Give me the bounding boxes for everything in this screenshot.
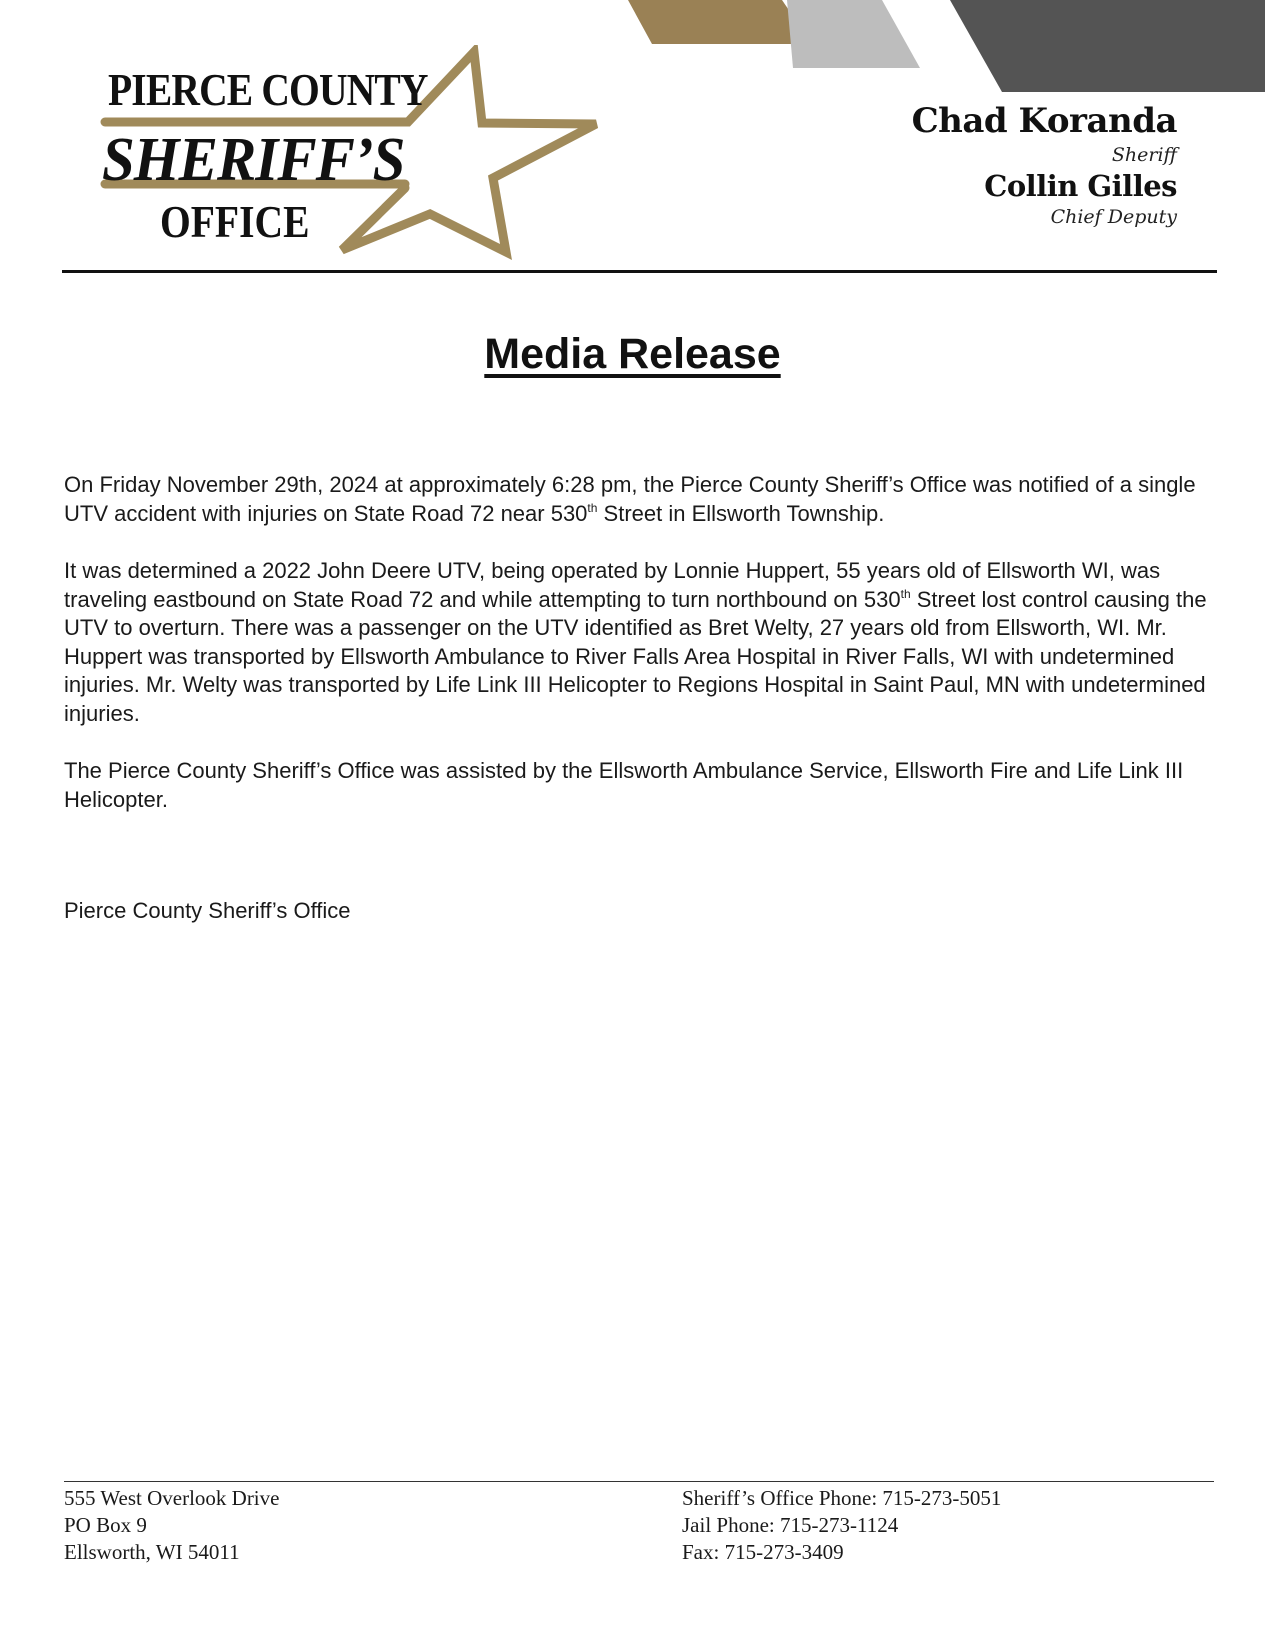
officials-block [912,100,1177,230]
page-title-text: Media Release [484,330,781,378]
paragraph-assisting-agencies: The Pierce County Sheriff’s Office was assisted by the Ellsworth Ambulance Service, Ellsworth Fire and Life Link III Helicopter. [64,758,1184,812]
header-divider [62,270,1217,273]
jail-phone: Jail Phone: 715-273-1124 [682,1513,899,1537]
footer-divider [64,1481,1214,1482]
sheriff-office-logo [100,45,610,260]
address-line-city: Ellsworth, WI 54011 [64,1540,240,1564]
release-body [64,471,1214,843]
footer-address [64,1485,279,1566]
page-title [0,330,1265,379]
chief-deputy-name: Collin Gilles [984,169,1177,203]
address-line-street: 555 West Overlook Drive [64,1486,280,1510]
signoff: Pierce County Sheriff’s Office [64,898,351,923]
logo-text-office: OFFICE [160,196,310,247]
sheriff-title: Sheriff [1111,144,1177,166]
logo-text-pierce-county: PIERCE COUNTY [108,64,428,115]
logo-text-sheriffs: SHERIFF’S [102,126,405,194]
sheriff-name: Chad Koranda [911,101,1177,141]
paragraph-incident: On Friday November 29th, 2024 at approximately 6:28 pm, the Pierce County Sheriff’s Office was notified of a single UTV accident with injuries on State Road 72 near 530th Street in Ellsworth Township. [64,472,1196,526]
paragraph-details: It was determined a 2022 John Deere UTV, being operated by Lonnie Huppert, 55 years old of Ellsworth WI, was traveling eastbound on State Road 72 and while attempting to turn northbound on 530th Street lost control causing the UTV to overturn. There was a passenger on the UTV identified as Bret Welty, 27 years old from Ellsworth, WI. Mr. Huppert was transported by Ellsworth Ambulance to River Falls Area Hospital in River Falls, WI with undetermined injuries. Mr. Welty was transported by Life Link III Helicopter to Regions Hospital in Saint Paul, MN with undetermined injuries. [64,558,1207,726]
sheriff-office-phone: Sheriff’s Office Phone: 715-273-5051 [682,1486,1002,1510]
address-line-pobox: PO Box 9 [64,1513,147,1537]
fax-number: Fax: 715-273-3409 [682,1540,844,1564]
footer-contacts [682,1485,1001,1566]
chief-deputy-title: Chief Deputy [1050,206,1177,228]
